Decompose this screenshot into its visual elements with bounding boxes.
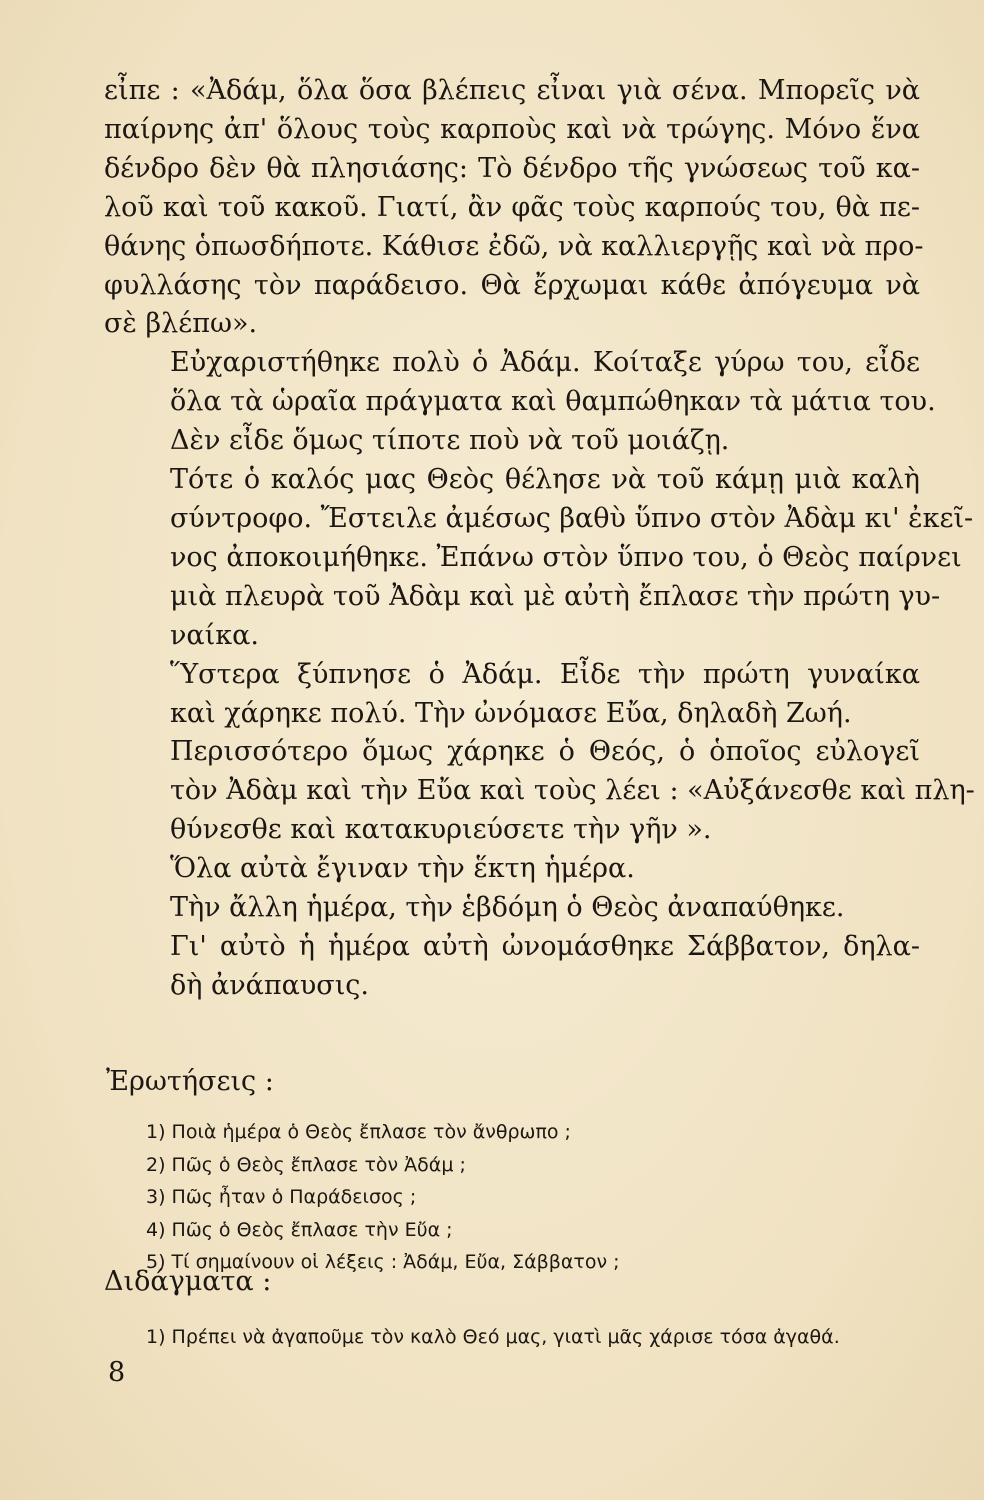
text-line: Τὴν ἄλλη ἡμέρα, τὴν ἑβδόμη ὁ Θεὸς ἀναπαύθηκε. <box>170 892 845 924</box>
text-line: νος ἀποκοιμήθηκε. Ἐπάνω στὸν ὕπνο του, ὁ Θεὸς παίρνει <box>170 541 962 573</box>
questions-heading: Ἐρωτήσεις : <box>106 1066 274 1097</box>
text-line: λοῦ καὶ τοῦ κακοῦ. Γιατί, ἂν φᾶς τοὺς καρπούς του, θὰ πε- <box>104 191 920 223</box>
story-text <box>104 72 975 1006</box>
question-item: 3) Πῶς ἦταν ὁ Παράδεισος ; <box>146 1186 417 1208</box>
text-line: Εὐχαριστήθηκε πολὺ ὁ Ἀδάμ. Κοίταξε γύρω του, εἶδε <box>170 347 920 379</box>
text-line: καὶ χάρηκε πολύ. Τὴν ὠνόμασε Εὔα, δηλαδὴ Ζωή. <box>170 697 852 729</box>
text-line: δένδρο δὲν θὰ πλησιάσης: Τὸ δένδρο τῆς γνώσεως τοῦ κα- <box>104 152 920 184</box>
text-line: ὅλα τὰ ὡραῖα πράγματα καὶ θαμπώθηκαν τὰ μάτια του. <box>170 386 936 418</box>
question-item: 2) Πῶς ὁ Θεὸς ἔπλασε τὸν Ἀδάμ ; <box>146 1153 466 1176</box>
text-line: Ὕστερα ξύπνησε ὁ Ἀδάμ. Εἶδε τὴν πρώτη γυναίκα <box>170 658 920 690</box>
question-item: 1) Ποιὰ ἡμέρα ὁ Θεὸς ἔπλασε τὸν ἄνθρωπο ; <box>146 1121 571 1143</box>
paragraph <box>104 850 920 889</box>
text-line: Γι' αὐτὸ ἡ ἡμέρα αὐτὴ ὠνομάσθηκε Σάββατον, δηλα- <box>170 930 920 962</box>
paragraph <box>104 656 920 734</box>
page-number: 8 <box>108 1357 126 1388</box>
text-line: ναίκα. <box>170 619 259 651</box>
question-item: 4) Πῶς ὁ Θεὸς ἔπλασε τὴν Εὔα ; <box>146 1218 453 1241</box>
lessons-heading: Διδάγματα : <box>104 1266 272 1297</box>
text-line: δὴ ἀνάπαυσις. <box>170 969 370 1001</box>
questions-list <box>146 1116 620 1279</box>
text-line: τὸν Ἀδὰμ καὶ τὴν Εὔα καὶ τοὺς λέει : «Αὐξάνεσθε καὶ πλη- <box>170 775 975 807</box>
paragraph <box>104 733 975 850</box>
paragraph <box>104 72 924 344</box>
text-line: Περισσότερο ὅμως χάρηκε ὁ Θεός, ὁ ὁποῖος εὐλογεῖ <box>170 736 920 768</box>
lesson-item: 1) Πρέπει νὰ ἀγαποῦμε τὸν καλὸ Θεό μας, γιατὶ μᾶς χάρισε τόσα ἀγαθά. <box>146 1326 840 1348</box>
lessons-list <box>146 1322 840 1352</box>
text-line: Δὲν εἶδε ὅμως τίποτε ποὺ νὰ τοῦ μοιάζῃ. <box>170 425 730 457</box>
question-item: 5) Τί σημαίνουν οἱ λέξεις : Ἀδάμ, Εὔα, Σάββατον ; <box>146 1251 620 1273</box>
text-line: θύνεσθε καὶ κατακυριεύσετε τὴν γῆν ». <box>170 814 712 846</box>
text-line: μιὰ πλευρὰ τοῦ Ἀδὰμ καὶ μὲ αὐτὴ ἔπλασε τὴν πρώτη γυ- <box>170 580 941 612</box>
text-line: εἶπε : «Ἀδάμ, ὅλα ὅσα βλέπεις εἶναι γιὰ σένα. Μπορεῖς νὰ <box>104 75 920 106</box>
paragraph <box>104 928 920 1006</box>
text-line: θάνης ὁπωσδήποτε. Κάθισε ἐδῶ, νὰ καλλιεργῇς καὶ νὰ προ- <box>104 230 924 262</box>
text-line: παίρνης ἀπ' ὅλους τοὺς καρποὺς καὶ νὰ τρώγης. Μόνο ἕνα <box>104 113 920 145</box>
paragraph <box>104 461 974 656</box>
text-line: φυλλάσης τὸν παράδεισο. Θὰ ἔρχωμαι κάθε ἀπόγευμα νὰ <box>104 269 920 301</box>
text-line: Τότε ὁ καλός μας Θεὸς θέλησε νὰ τοῦ κάμῃ μιὰ καλὴ <box>170 464 920 496</box>
text-line: Ὅλα αὐτὰ ἔγιναν τὴν ἕκτη ἡμέρα. <box>170 853 635 885</box>
paragraph <box>104 889 920 928</box>
text-line: σύντροφο. Ἔστειλε ἀμέσως βαθὺ ὕπνο στὸν Ἀδὰμ κι' ἐκεῖ- <box>170 502 974 534</box>
text-line: σὲ βλέπω». <box>104 308 258 340</box>
paragraph <box>104 344 936 461</box>
